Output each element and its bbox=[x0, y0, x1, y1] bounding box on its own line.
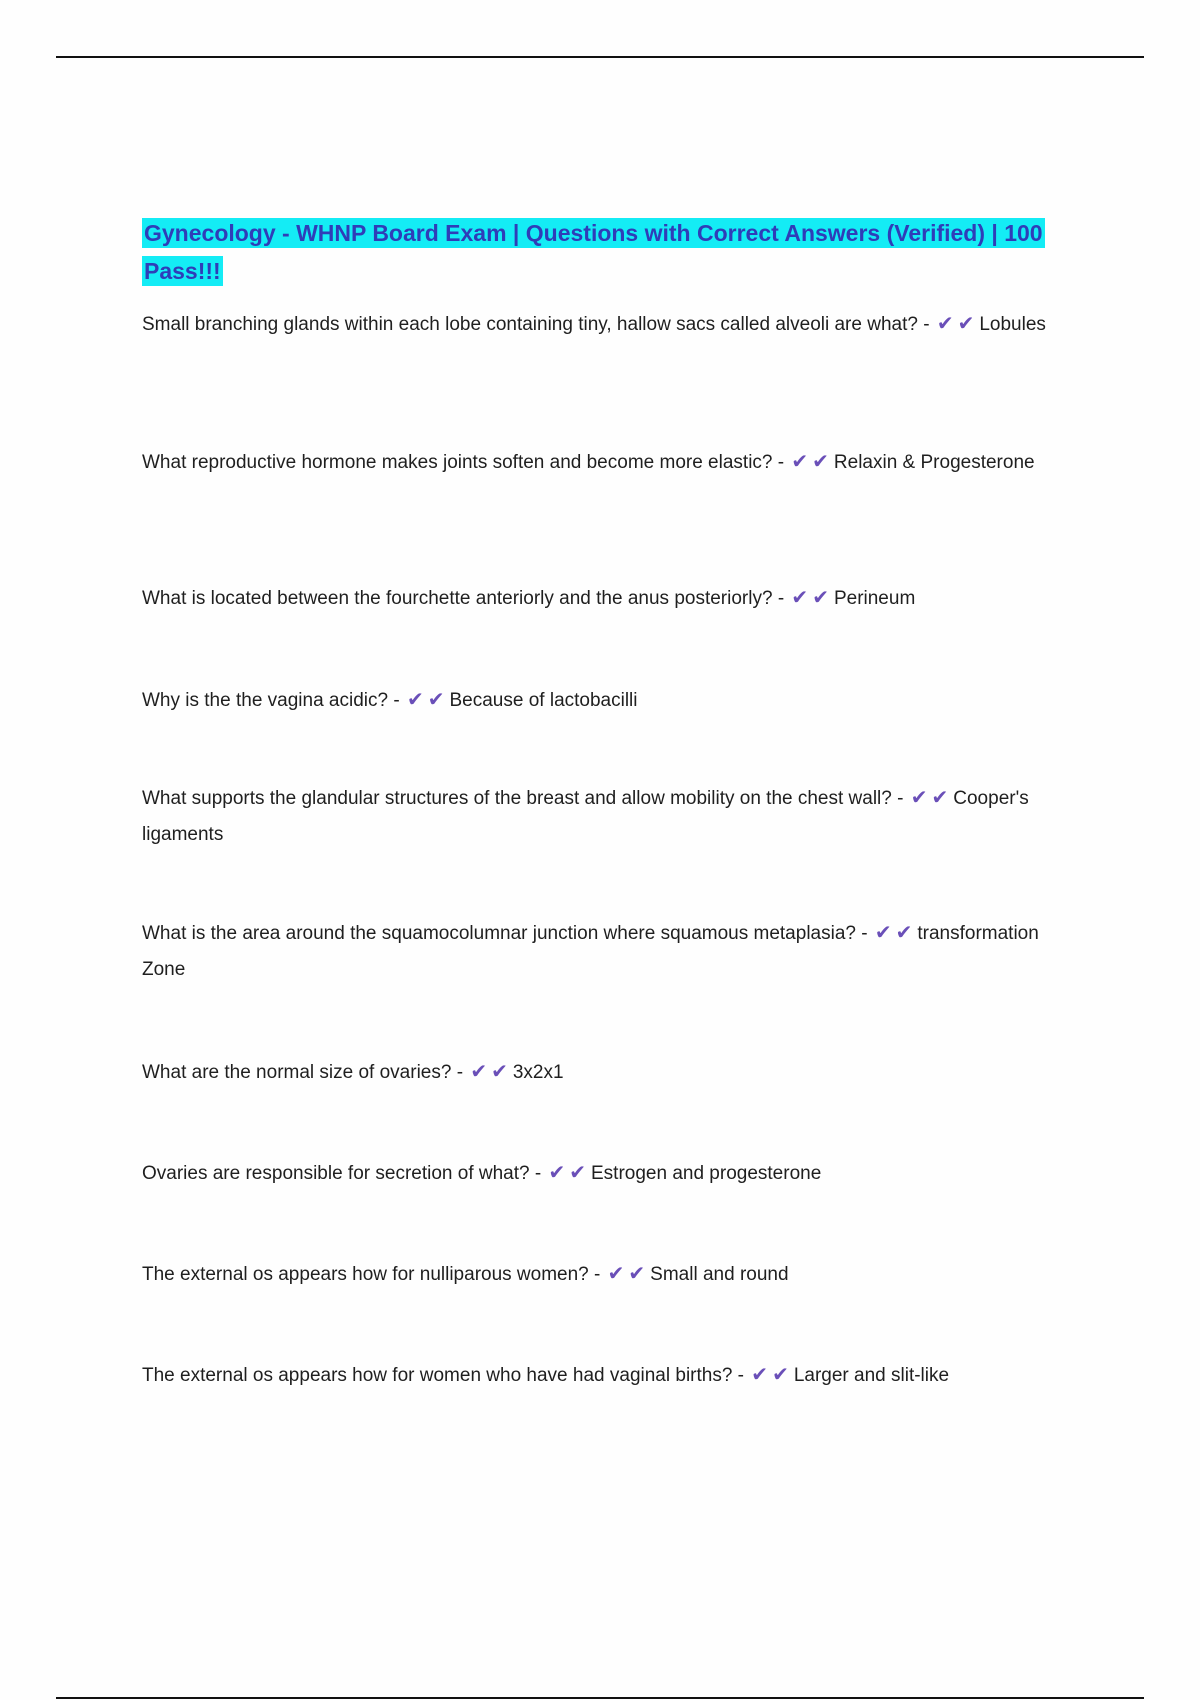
question-text: The external os appears how for nulliparous women? - bbox=[142, 1264, 601, 1285]
check-icon: ✔ bbox=[491, 1061, 508, 1083]
document-content bbox=[142, 214, 1062, 1386]
verified-checks bbox=[789, 580, 831, 617]
bottom-rule bbox=[56, 1697, 1144, 1699]
check-icon: ✔ bbox=[874, 922, 892, 944]
qa-item bbox=[142, 306, 1062, 343]
check-icon: ✔ bbox=[812, 451, 829, 473]
qa-item bbox=[142, 682, 1062, 719]
question-text: The external os appears how for women who have had vaginal births? - bbox=[142, 1365, 745, 1386]
answer-text: Relaxin & Progesterone bbox=[833, 452, 1035, 473]
question-text: Small branching glands within each lobe containing tiny, hallow sacs called alveoli are what? - bbox=[142, 314, 930, 335]
check-icon: ✔ bbox=[751, 1364, 769, 1386]
verified-checks bbox=[909, 780, 951, 817]
answer-text: 3x2x1 bbox=[512, 1062, 564, 1083]
answer-text: Because of lactobacilli bbox=[449, 690, 638, 711]
verified-checks bbox=[468, 1054, 510, 1091]
verified-checks bbox=[405, 682, 447, 719]
answer-text: transformation Zone bbox=[142, 923, 1039, 980]
check-icon: ✔ bbox=[936, 313, 954, 335]
check-icon: ✔ bbox=[791, 451, 809, 473]
check-icon: ✔ bbox=[628, 1263, 646, 1285]
question-text: What is the area around the squamocolumnar junction where squamous metaplasia? - bbox=[142, 923, 868, 944]
check-icon: ✔ bbox=[812, 587, 829, 609]
answer-text: Lobules bbox=[979, 314, 1046, 335]
answer-text: Larger and slit-like bbox=[793, 1365, 950, 1386]
question-text: Why is the the vagina acidic? - bbox=[142, 690, 400, 711]
question-text: What are the normal size of ovaries? - bbox=[142, 1062, 464, 1083]
check-icon: ✔ bbox=[895, 922, 913, 944]
verified-checks bbox=[789, 444, 831, 481]
check-icon: ✔ bbox=[406, 689, 424, 711]
verified-checks bbox=[606, 1256, 648, 1293]
answer-text: Small and round bbox=[650, 1264, 789, 1285]
question-text: What reproductive hormone makes joints soften and become more elastic? - bbox=[142, 452, 785, 473]
qa-item bbox=[142, 1155, 1062, 1192]
verified-checks bbox=[873, 915, 915, 952]
check-icon: ✔ bbox=[931, 787, 949, 809]
qa-item bbox=[142, 1357, 1062, 1394]
qa-item bbox=[142, 915, 1062, 988]
qa-item bbox=[142, 580, 1062, 617]
check-icon: ✔ bbox=[470, 1061, 488, 1083]
verified-checks bbox=[546, 1155, 588, 1192]
qa-item bbox=[142, 1256, 1062, 1293]
document-title bbox=[142, 214, 1062, 290]
question-text: What supports the glandular structures of the breast and allow mobility on the chest wall? - bbox=[142, 788, 904, 809]
check-icon: ✔ bbox=[427, 689, 445, 711]
check-icon: ✔ bbox=[772, 1364, 789, 1386]
check-icon: ✔ bbox=[957, 313, 975, 335]
question-text: What is located between the fourchette anteriorly and the anus posteriorly? - bbox=[142, 588, 785, 609]
check-icon: ✔ bbox=[607, 1263, 625, 1285]
check-icon: ✔ bbox=[910, 787, 928, 809]
check-icon: ✔ bbox=[569, 1162, 586, 1184]
verified-checks bbox=[935, 306, 977, 343]
qa-item bbox=[142, 444, 1062, 481]
qa-item bbox=[142, 780, 1062, 853]
question-text: Ovaries are responsible for secretion of what? - bbox=[142, 1163, 542, 1184]
answer-text: Perineum bbox=[833, 588, 916, 609]
answer-text: Estrogen and progesterone bbox=[591, 1163, 822, 1184]
check-icon: ✔ bbox=[548, 1162, 566, 1184]
qa-item bbox=[142, 1054, 1062, 1091]
verified-checks bbox=[749, 1357, 791, 1394]
title-highlight: Gynecology - WHNP Board Exam | Questions with Correct Answers (Verified) | 100 Pass!!! bbox=[144, 220, 1043, 284]
top-rule bbox=[56, 56, 1144, 58]
check-icon: ✔ bbox=[791, 587, 809, 609]
answer-text: Cooper's ligaments bbox=[142, 788, 1029, 845]
